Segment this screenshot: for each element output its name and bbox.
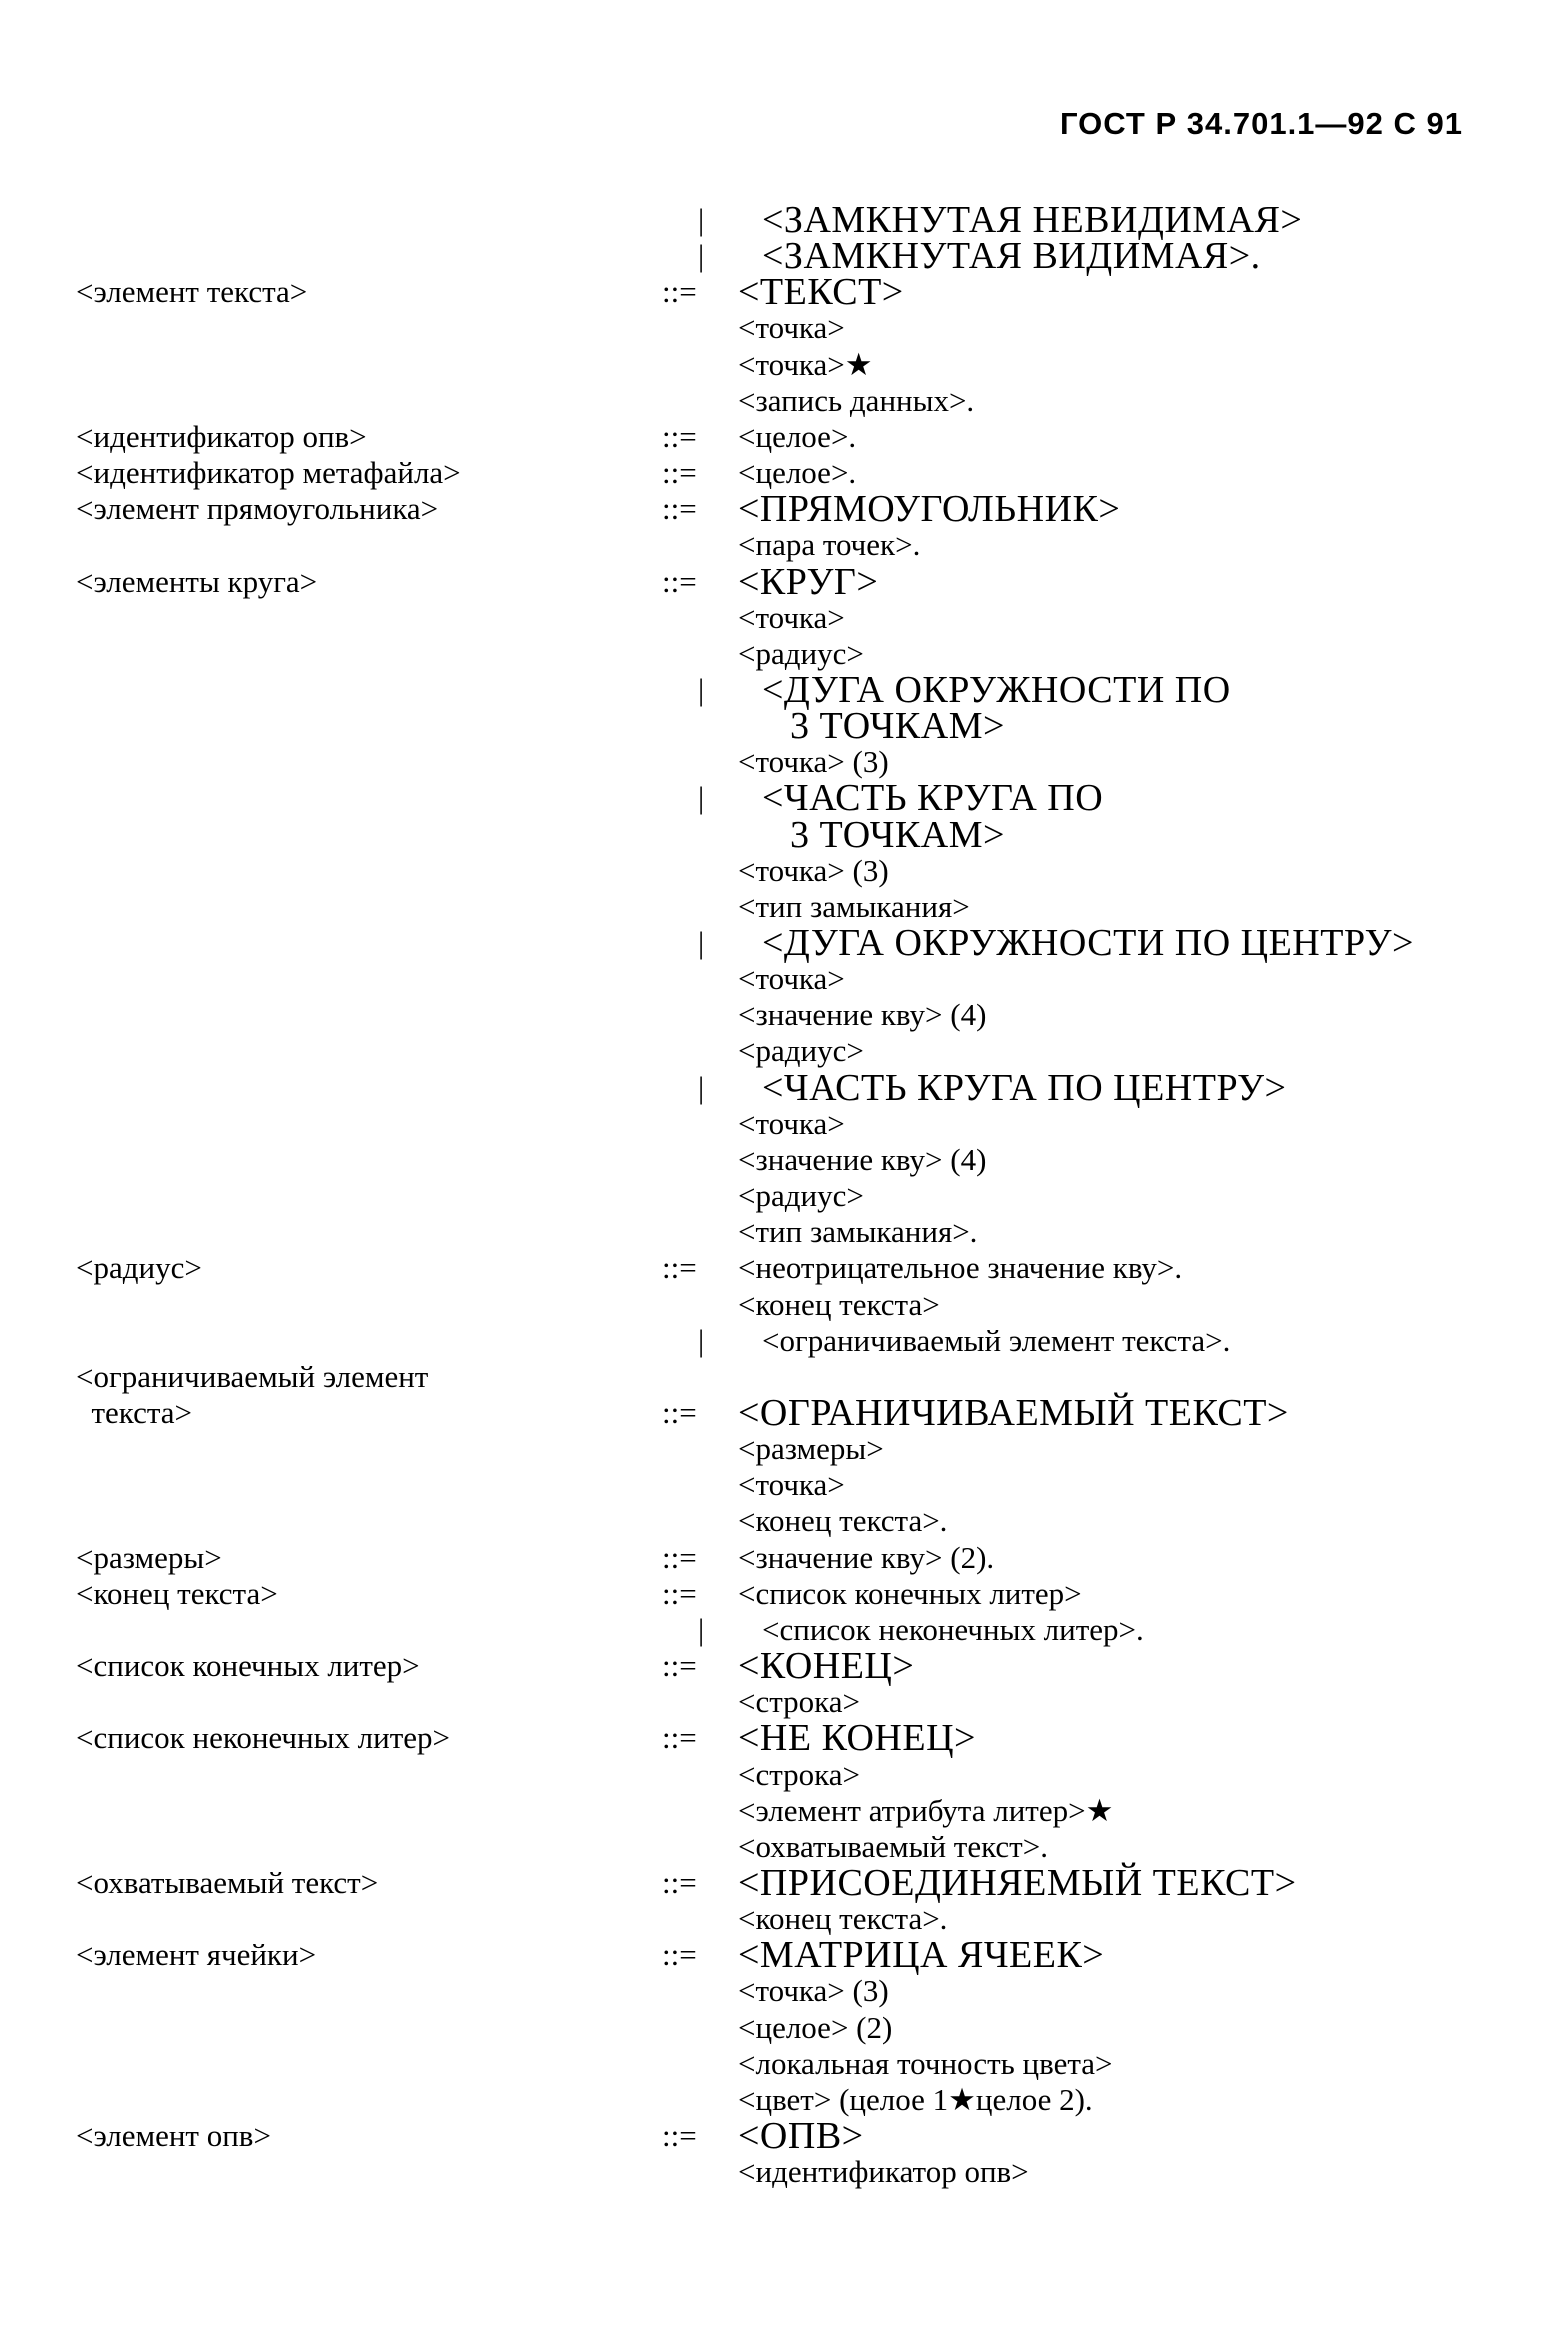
grammar-line — [0, 347, 1567, 383]
grammar-line — [0, 889, 1567, 925]
definition-operator: ::= — [662, 1937, 697, 1973]
grammar-line — [0, 1106, 1567, 1142]
rule-name: <идентификатор метафайла> — [76, 455, 461, 490]
grammar-line — [0, 1717, 1567, 1760]
grammar-line — [0, 1973, 1567, 2009]
grammar-line — [0, 600, 1567, 636]
grammar-line — [0, 1757, 1567, 1793]
rule-definition: <неотрицательное значение кву>. — [738, 1250, 1183, 1286]
grammar-line — [0, 1612, 1567, 1648]
grammar-line — [0, 1142, 1567, 1178]
grammar-line — [0, 1287, 1567, 1323]
element-keyword: 3 ТОЧКАМ> — [790, 705, 1005, 748]
grammar-line — [0, 705, 1567, 748]
rule-definition: <целое>. — [738, 455, 857, 490]
rule-definition: <точка> (3) — [738, 852, 889, 888]
rule-definition: <точка>★ — [738, 346, 873, 382]
element-keyword: <НЕ КОНЕЦ> — [738, 1717, 976, 1760]
rule-name: <список конечных литер> — [76, 1648, 420, 1683]
alternative-bar: | — [698, 1322, 705, 1358]
rule-definition: <точка> — [738, 310, 845, 346]
element-keyword: <ЧАСТЬ КРУГА ПО — [762, 777, 1104, 820]
grammar-line — [0, 1503, 1567, 1539]
grammar-line — [0, 669, 1567, 711]
grammar-line — [0, 813, 1567, 856]
rule-name: <идентификатор опв> — [76, 418, 367, 454]
element-keyword: <ПРИСОЕДИНЯЕМЫЙ ТЕКСТ> — [738, 1861, 1297, 1904]
rule-name: <элементы круга> — [76, 563, 318, 599]
element-keyword: <КРУГ> — [738, 560, 879, 603]
page-header: ГОСТ Р 34.701.1—92 С 91 — [1060, 106, 1463, 141]
element-keyword: <ЗАМКНУТАЯ НЕВИДИМАЯ> — [762, 199, 1303, 241]
definition-operator: ::= — [662, 2117, 697, 2153]
rule-name: <размеры> — [76, 1539, 222, 1575]
rule-definition: <значение кву> (2). — [738, 1539, 995, 1575]
rule-definition: <значение кву> (4) — [738, 997, 987, 1033]
grammar-line — [0, 997, 1567, 1033]
element-keyword: <ОПВ> — [738, 2114, 864, 2157]
grammar-line — [0, 922, 1567, 964]
element-keyword: <ЧАСТЬ КРУГА ПО ЦЕНТРУ> — [762, 1066, 1287, 1109]
definition-operator: ::= — [662, 1648, 697, 1683]
element-keyword: <КОНЕЦ> — [738, 1645, 915, 1687]
grammar-line — [0, 235, 1567, 278]
rule-name: <список неконечных литер> — [76, 1720, 451, 1756]
rule-definition: <пара точек>. — [738, 527, 921, 563]
grammar-line — [0, 1359, 1567, 1395]
grammar-line — [0, 1323, 1567, 1359]
rule-name: <конец текста> — [76, 1575, 278, 1611]
grammar-line — [0, 1576, 1567, 1612]
rule-definition: <точка> (3) — [738, 744, 889, 780]
rule-definition: <конец текста> — [738, 1286, 940, 1322]
rule-definition: <цвет> (целое 1★целое 2). — [738, 2081, 1093, 2117]
rule-definition: <охватываемый текст>. — [738, 1828, 1048, 1864]
rule-definition: <тип замыкания> — [738, 888, 970, 924]
grammar-line — [0, 1829, 1567, 1865]
rule-definition: <конец текста>. — [738, 1901, 948, 1936]
grammar-line — [0, 2046, 1567, 2082]
grammar-line — [0, 777, 1567, 820]
grammar-line — [0, 199, 1567, 241]
rule-definition: <значение кву> (4) — [738, 1141, 987, 1177]
grammar-line — [0, 1066, 1567, 1109]
grammar-line — [0, 271, 1567, 314]
definition-operator: ::= — [662, 1395, 697, 1430]
rule-name: <элемент текста> — [76, 274, 308, 310]
grammar-line — [0, 744, 1567, 780]
grammar-line — [0, 2114, 1567, 2157]
definition-operator: ::= — [662, 1575, 697, 1611]
grammar-line — [0, 1033, 1567, 1069]
rule-definition: <список неконечных литер>. — [762, 1611, 1144, 1647]
grammar-line — [0, 1793, 1567, 1829]
rule-definition: <тип замыкания>. — [738, 1214, 978, 1250]
rule-definition: <локальная точность цвета> — [738, 2045, 1113, 2081]
definition-operator: ::= — [662, 1539, 697, 1575]
grammar-line — [0, 455, 1567, 491]
definition-operator: ::= — [662, 455, 697, 490]
grammar-line — [0, 1861, 1567, 1904]
definition-operator: ::= — [662, 1720, 697, 1756]
element-keyword: <ПРЯМОУГОЛЬНИК> — [738, 488, 1121, 531]
grammar-line — [0, 961, 1567, 997]
definition-operator: ::= — [662, 274, 697, 310]
element-keyword: <МАТРИЦА ЯЧЕЕК> — [738, 1934, 1105, 1977]
element-keyword: 3 ТОЧКАМ> — [790, 813, 1005, 856]
rule-definition: <строка> — [738, 1684, 861, 1720]
rule-definition: <точка> — [738, 1105, 845, 1141]
element-keyword: <ДУГА ОКРУЖНОСТИ ПО ЦЕНТРУ> — [762, 922, 1414, 964]
rule-definition: <размеры> — [738, 1431, 884, 1467]
element-keyword: <ДУГА ОКРУЖНОСТИ ПО — [762, 669, 1231, 711]
alternative-bar: | — [698, 202, 705, 237]
rule-definition: <точка> — [738, 599, 845, 635]
rule-name: <ограничиваемый элемент — [76, 1358, 429, 1394]
definition-operator: ::= — [662, 491, 697, 527]
grammar-line — [0, 1645, 1567, 1687]
rule-name: <охватываемый текст> — [76, 1864, 379, 1900]
definition-operator: ::= — [662, 418, 697, 454]
grammar-line — [0, 1214, 1567, 1250]
grammar-line — [0, 1250, 1567, 1286]
element-keyword: <ТЕКСТ> — [738, 271, 904, 314]
rule-definition: <точка> — [738, 961, 845, 997]
definition-operator: ::= — [662, 1864, 697, 1900]
grammar-line — [0, 419, 1567, 455]
grammar-line — [0, 2010, 1567, 2046]
rule-definition: <радиус> — [738, 1033, 864, 1069]
grammar-line — [0, 1934, 1567, 1977]
rule-name: <элемент опв> — [76, 2117, 271, 2153]
element-keyword: <ЗАМКНУТАЯ ВИДИМАЯ>. — [762, 235, 1261, 278]
rule-definition: <ограничиваемый элемент текста>. — [762, 1322, 1231, 1358]
grammar-line — [0, 1392, 1567, 1434]
rule-definition: <элемент атрибута литер>★ — [738, 1792, 1114, 1828]
grammar-line — [0, 383, 1567, 419]
rule-definition: <список конечных литер> — [738, 1575, 1082, 1611]
alternative-bar: | — [698, 1069, 705, 1105]
grammar-line — [0, 1467, 1567, 1503]
rule-name: <элемент прямоугольника> — [76, 491, 439, 527]
rule-name: <элемент ячейки> — [76, 1937, 317, 1973]
grammar-line — [0, 560, 1567, 603]
alternative-bar: | — [698, 1611, 705, 1647]
alternative-bar: | — [698, 238, 705, 274]
alternative-bar: | — [698, 780, 705, 816]
grammar-line — [0, 1684, 1567, 1720]
rule-name: <радиус> — [76, 1250, 202, 1286]
grammar-line — [0, 310, 1567, 346]
grammar-line — [0, 488, 1567, 531]
alternative-bar: | — [698, 672, 705, 707]
rule-definition: <идентификатор опв> — [738, 2154, 1029, 2190]
grammar-line — [0, 1901, 1567, 1937]
grammar-line — [0, 2154, 1567, 2190]
grammar-line — [0, 1178, 1567, 1214]
rule-definition: <целое> (2) — [738, 2009, 893, 2045]
rule-definition: <конец текста>. — [738, 1503, 948, 1539]
grammar-line — [0, 2082, 1567, 2118]
rule-definition: <точка> — [738, 1467, 845, 1503]
rule-definition: <целое>. — [738, 418, 857, 454]
rule-definition: <строка> — [738, 1756, 861, 1792]
grammar-line — [0, 1540, 1567, 1576]
rule-definition: <запись данных>. — [738, 382, 975, 418]
rule-definition: <точка> (3) — [738, 1973, 889, 2009]
grammar-line — [0, 853, 1567, 889]
definition-operator: ::= — [662, 563, 697, 599]
definition-operator: ::= — [662, 1250, 697, 1286]
rule-name: текста> — [76, 1395, 193, 1430]
grammar-line — [0, 527, 1567, 563]
alternative-bar: | — [698, 925, 705, 960]
rule-definition: <радиус> — [738, 635, 864, 671]
grammar-line — [0, 636, 1567, 672]
grammar-line — [0, 1431, 1567, 1467]
rule-definition: <радиус> — [738, 1178, 864, 1213]
element-keyword: <ОГРАНИЧИВАЕМЫЙ ТЕКСТ> — [738, 1392, 1289, 1434]
